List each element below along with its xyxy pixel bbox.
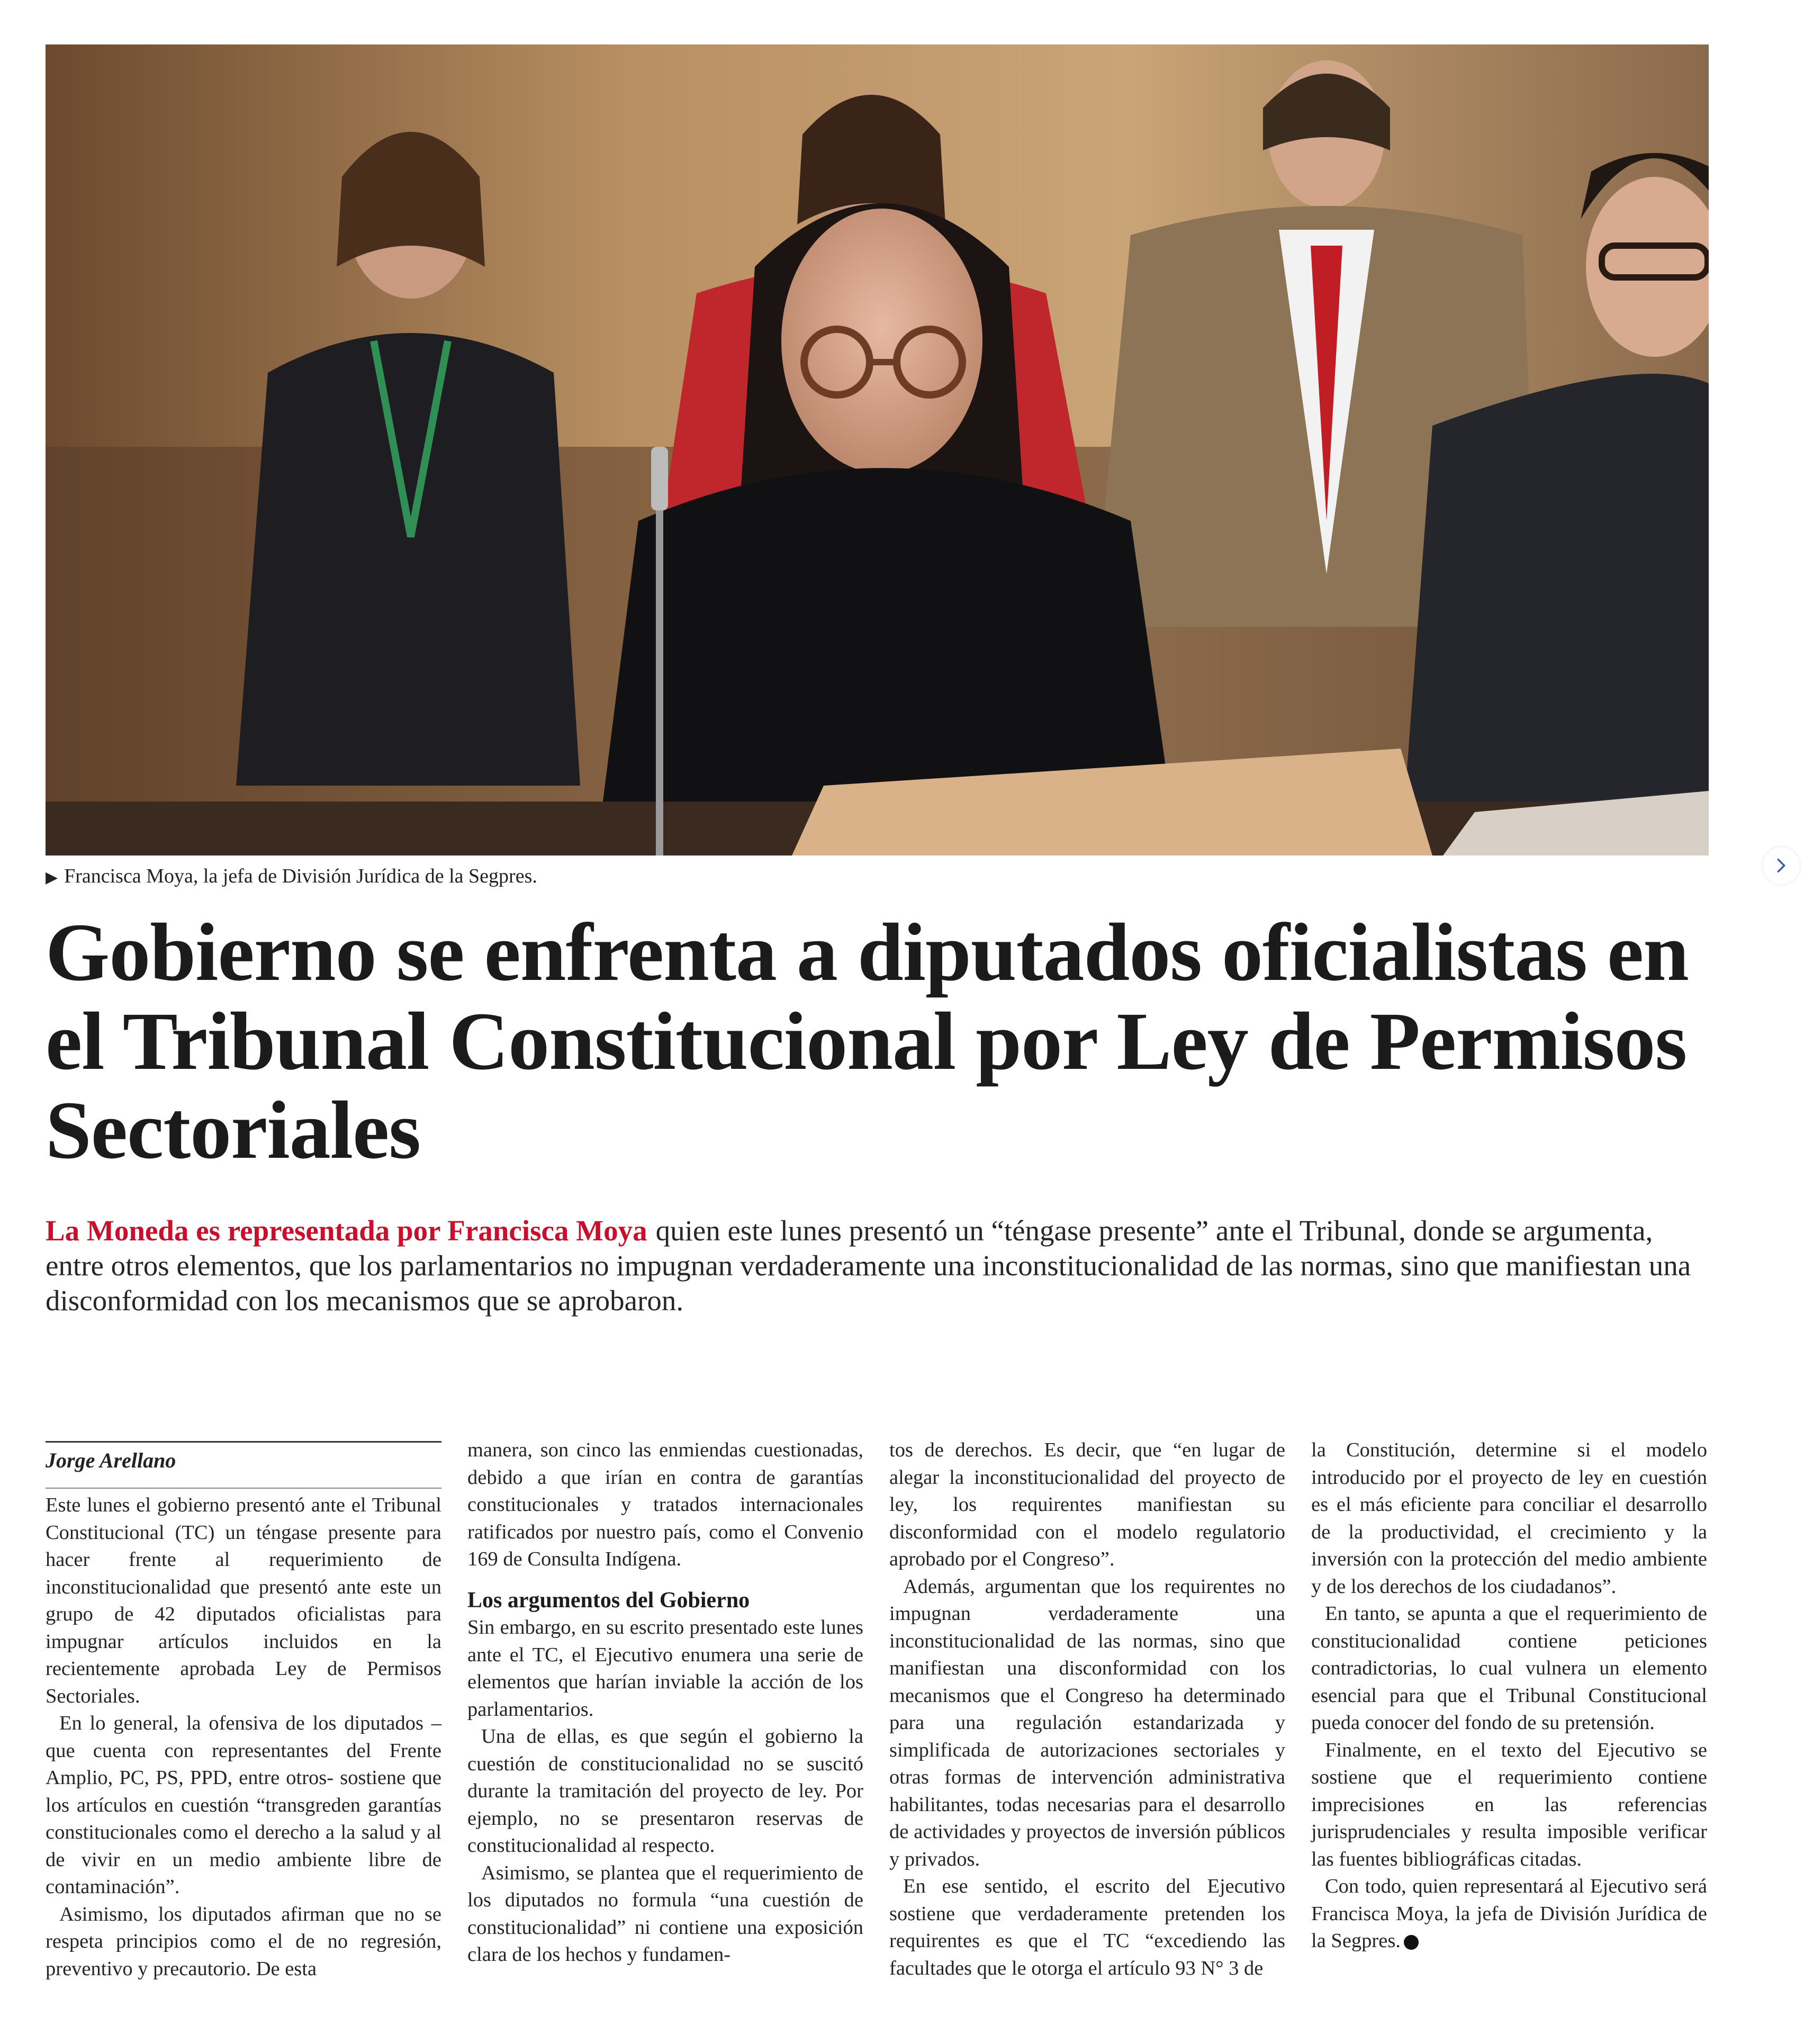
end-mark-icon — [1404, 1935, 1419, 1950]
article-paragraph-final — [1311, 1873, 1707, 1955]
photo-illustration — [46, 44, 1709, 856]
article-paragraph: Además, argumentan que los requirentes no impugnan verdaderamente una inconstitucionalidad de las normas, sino que manifiestan una disconformidad con los mecanismos que el Congreso ha determinado para una regulación estandarizada y simplificada de autorizaciones sectoriales y otras formas de intervención administrativa habilitantes, todas necesarias para el desarrollo de actividades y proyectos de inversión públicos y privados. — [889, 1575, 1285, 1870]
article-paragraph: la Constitución, determine si el modelo introducido por el proyecto de ley en cuestión es el más eficiente para conciliar el desarrollo de la productividad, el crecimiento y la inversión con la protección del medio ambiente y de los derechos de los ciudadanos”. — [1311, 1439, 1707, 1598]
chevron-right-icon — [1772, 857, 1790, 875]
article-paragraph: Sin embargo, en su escrito presentado este lunes ante el TC, el Ejecutivo enumera una serie de elementos que harían inviable la acción de los parlamentarios. — [467, 1616, 863, 1721]
article-column-3 — [889, 1437, 1285, 1982]
photo-caption-text: Francisca Moya, la jefa de División Jurídica de la Segpres. — [64, 865, 537, 887]
article-paragraph: Finalmente, en el texto del Ejecutivo se sostiene que el requerimiento contiene imprecisiones en las referencias jurisprudenciales y resulta imposible verificar las fuentes bibliográficas citadas. — [1311, 1739, 1707, 1870]
article-paragraph: Asimismo, se plantea que el requerimiento de los diputados no formula “una cuestión de constitucionalidad” ni contiene una exposición clara de los hechos y fundamen- — [467, 1861, 863, 1966]
section-subhead: Los argumentos del Gobierno — [467, 1588, 750, 1613]
article-paragraph: tos de derechos. Es decir, que “en lugar de alegar la inconstitucionalidad del proyecto de ley, los requirentes manifiestan su disconformidad con el modelo regulatorio aprobado por el Congreso”. — [889, 1439, 1285, 1570]
article-column-4 — [1311, 1437, 1707, 1955]
lede-lead-in: La Moneda es representada por Francisca Moya — [46, 1214, 647, 1247]
article-photo — [46, 44, 1709, 856]
article-paragraph: Asimismo, los diputados afirman que no se respeta principios como el de no regresión, preventivo y precautorio. De esta — [46, 1903, 441, 1980]
article-column-1 — [46, 1492, 441, 1983]
lede-text: quien este lunes presentó un “téngase presente” ante el Tribunal, donde se argumenta, entre otros elementos, que los parlamentarios no impugnan verdaderamente una inconstitucionalidad de las normas, sino que manifiestan una disconformidad con los mecanismos que se aprobaron. — [46, 1214, 1691, 1317]
article-lede — [46, 1213, 1709, 1318]
article-paragraph: manera, son cinco las enmiendas cuestionadas, debido a que irían en contra de garantías constitucionales y tratados internacionales ratificados por nuestro país, como el Convenio 169 de Consulta Indígena. — [467, 1439, 863, 1570]
article-paragraph: Este lunes el gobierno presentó ante el Tribunal Constitucional (TC) un téngase presente para hacer frente al requerimiento de inconstitucionalidad que presentó ante este un grupo de 42 diputados oficialistas para impugnar artículos incluidos en la recientemente aprobada Ley de Permisos Sectoriales. — [46, 1494, 441, 1707]
article-paragraph: En tanto, se apunta a que el requerimiento de constitucionalidad contiene peticiones contradictorias, lo cual vulnera un elemento esencial para que el Tribunal Constitucional pueda conocer del fondo de su pretensión. — [1311, 1602, 1707, 1734]
next-page-button[interactable] — [1763, 847, 1800, 884]
caption-triangle-icon: ▶ — [46, 869, 58, 886]
photo-caption — [46, 862, 1709, 892]
article-paragraph: En lo general, la ofensiva de los diputados – que cuenta con representantes del Frente Amplio, PC, PS, PPD, entre otros- sostiene que los artículos en cuestión “transgreden garantías constitucionales como el derecho a la salud y al de vivir en un medio ambiente libre de contaminación”. — [46, 1712, 441, 1898]
article-paragraph: En ese sentido, el escrito del Ejecutivo sostiene que verdaderamente pretenden los requirentes es que el TC “excediendo las facultades que le otorga el artículo 93 N° 3 de — [889, 1875, 1285, 1979]
author-byline: Jorge Arellano — [46, 1441, 441, 1473]
byline-divider — [46, 1488, 441, 1489]
article-paragraph: Una de ellas, es que según el gobierno la cuestión de constitucionalidad no se suscitó durante la tramitación del proyecto de ley. Por ejemplo, no se presentaron reservas de constitucionalidad al respecto. — [467, 1725, 863, 1857]
article-headline: Gobierno se enfrenta a diputados oficialistas en el Tribunal Constitucional por Ley de Permisos Sectoriales — [46, 906, 1689, 1176]
closing-paragraph-text: Con todo, quien representará al Ejecutivo será Francisca Moya, la jefa de División Jurídica de la Segpres. — [1311, 1875, 1707, 1952]
article-column-2 — [467, 1437, 863, 1969]
